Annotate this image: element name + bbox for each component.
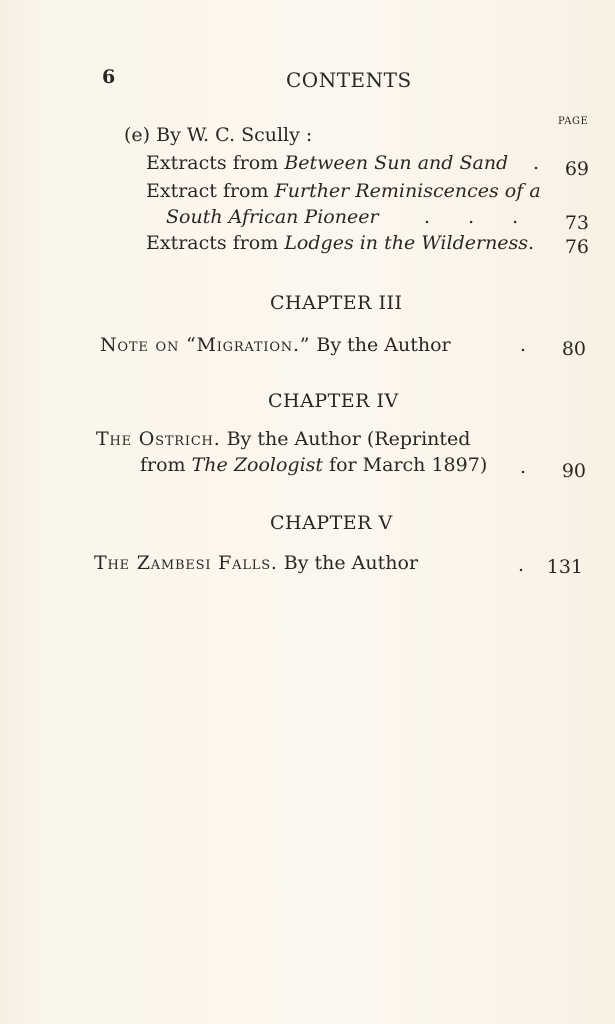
leader-dots: . <box>518 554 525 576</box>
toc-entry-byline: By the Author <box>310 334 451 356</box>
toc-entry <box>146 232 528 254</box>
toc-entry-cont-suffix: for March 1897) <box>323 454 488 476</box>
toc-entry-prefix: Extracts from <box>146 152 285 174</box>
leader-dots: . <box>533 152 540 174</box>
page-column-label: PAGE <box>558 116 589 127</box>
toc-entry-title: The Zambesi Falls. <box>94 552 278 574</box>
toc-page-number: 69 <box>564 158 589 180</box>
toc-entry-prefix: Extracts from <box>146 232 285 254</box>
toc-entry-title: Between Sun and Sand <box>284 152 509 174</box>
toc-entry <box>146 152 508 174</box>
toc-entry-title: The Ostrich. <box>96 428 221 450</box>
toc-page-number: 73 <box>564 212 589 234</box>
toc-entry <box>94 552 418 574</box>
toc-entry-title: Lodges in the Wilderness <box>284 232 529 254</box>
toc-page-number: 80 <box>561 338 586 360</box>
toc-entry-cont-prefix: from <box>140 454 192 476</box>
leader-dots: . <box>520 334 527 356</box>
toc-page-number: 76 <box>564 236 589 258</box>
toc-page-number: 131 <box>546 556 583 578</box>
toc-entry <box>100 334 451 356</box>
toc-entry <box>146 180 541 202</box>
leader-dots: . <box>528 232 535 254</box>
chapter-heading: CHAPTER IV <box>268 390 399 412</box>
toc-entry-title: Further Reminiscences of a <box>274 180 541 202</box>
leader-dots: . <box>520 456 527 478</box>
toc-entry-continuation <box>140 454 487 476</box>
page-number: 6 <box>102 66 116 88</box>
toc-entry-continuation <box>166 206 379 228</box>
toc-entry-title-continued: South African Pioneer <box>166 206 379 228</box>
toc-entry-prefix: Extract from <box>146 180 275 202</box>
toc-entry-byline: By the Author <box>277 552 419 574</box>
leader-dots: . . . <box>424 206 535 228</box>
toc-page-number: 90 <box>561 460 586 482</box>
toc-entry-journal-title: The Zoologist <box>191 454 324 476</box>
chapter-heading: CHAPTER III <box>270 292 403 314</box>
chapter-heading: CHAPTER V <box>270 512 393 534</box>
section-e-heading: (e) By W. C. Scully : <box>124 124 313 146</box>
running-title: CONTENTS <box>286 68 412 92</box>
toc-entry <box>96 428 470 450</box>
toc-entry-title: Note on “Migration.” <box>100 334 311 356</box>
toc-entry-byline: By the Author (Reprinted <box>220 428 471 450</box>
